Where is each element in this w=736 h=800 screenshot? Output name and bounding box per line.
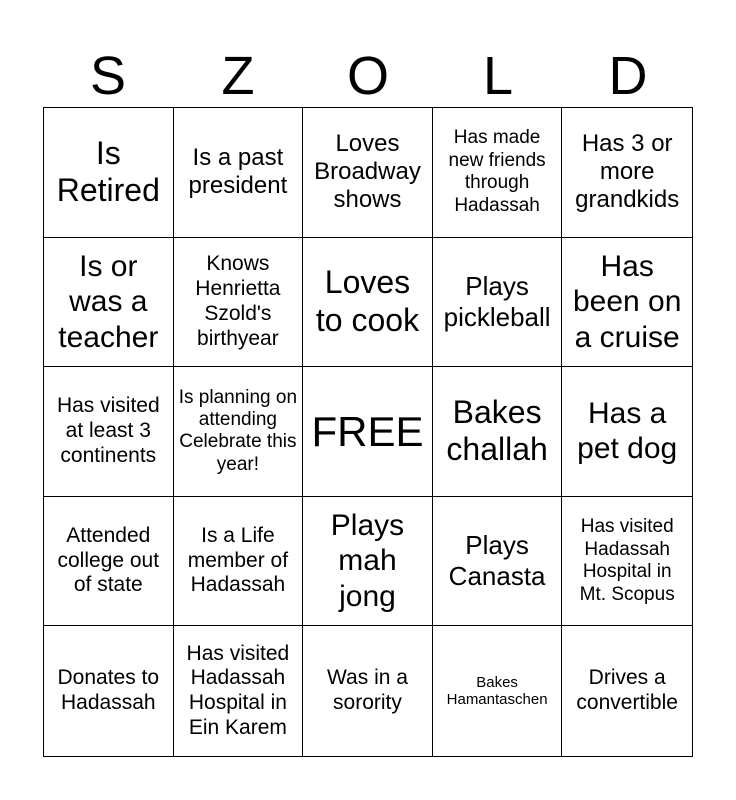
free-space-cell[interactable] bbox=[303, 367, 433, 497]
bingo-cell[interactable] bbox=[433, 108, 563, 238]
bingo-cell-label: Was in a sorority bbox=[327, 666, 408, 715]
header-letter-z: Z bbox=[221, 46, 255, 106]
bingo-cell-label: Is a past president bbox=[188, 143, 288, 200]
bingo-cell-label: Has a pet dog bbox=[577, 397, 678, 466]
bingo-cell[interactable] bbox=[303, 497, 433, 627]
bingo-cell[interactable] bbox=[562, 497, 692, 627]
bingo-cell-label: Loves to cook bbox=[315, 264, 420, 338]
bingo-cell[interactable] bbox=[433, 238, 563, 368]
header-letter-d: D bbox=[608, 46, 648, 106]
bingo-cell[interactable] bbox=[44, 238, 174, 368]
bingo-cell-label: Has made new friends through Hadassah bbox=[448, 127, 546, 216]
bingo-cell-label: Is a Life member of Hadassah bbox=[187, 523, 289, 597]
bingo-cell-label: Knows Henrietta Szold's birthyear bbox=[195, 252, 281, 350]
bingo-cell[interactable] bbox=[562, 626, 692, 756]
bingo-cell[interactable] bbox=[303, 626, 433, 756]
bingo-cell-label: Has been on a cruise bbox=[572, 249, 682, 354]
bingo-cell[interactable] bbox=[303, 108, 433, 238]
bingo-cell-label: Loves Broadway shows bbox=[314, 129, 421, 214]
bingo-board bbox=[43, 107, 693, 757]
bingo-cell[interactable] bbox=[174, 238, 304, 368]
bingo-cell[interactable] bbox=[433, 497, 563, 627]
bingo-cell[interactable] bbox=[44, 626, 174, 756]
bingo-cell[interactable] bbox=[174, 367, 304, 497]
bingo-cell[interactable] bbox=[44, 108, 174, 238]
bingo-cell[interactable] bbox=[562, 238, 692, 368]
bingo-cell-label: Drives a convertible bbox=[576, 666, 678, 715]
header-letter-l: L bbox=[482, 46, 514, 106]
bingo-cell-label: Is or was a teacher bbox=[58, 249, 159, 354]
bingo-cell-label: Donates to Hadassah bbox=[57, 666, 160, 715]
bingo-cell-label: Attended college out of state bbox=[57, 523, 160, 597]
bingo-cell[interactable] bbox=[562, 367, 692, 497]
bingo-cell-label: Has 3 or more grandkids bbox=[575, 129, 680, 214]
bingo-cell-label: Has visited Hadassah Hospital in Ein Karem bbox=[186, 641, 290, 739]
header-letter-s: S bbox=[89, 46, 127, 106]
bingo-cell-label: Has visited at least 3 continents bbox=[56, 394, 160, 467]
bingo-cell-label: Has visited Hadassah Hospital in Mt. Scopus bbox=[579, 516, 675, 605]
bingo-header bbox=[43, 44, 693, 108]
bingo-cell-label: Bakes challah bbox=[446, 393, 548, 468]
bingo-cell-label: Plays Canasta bbox=[448, 530, 546, 592]
bingo-cell[interactable] bbox=[174, 108, 304, 238]
bingo-cell-label: Plays mah jong bbox=[330, 509, 405, 613]
bingo-cell[interactable] bbox=[303, 238, 433, 368]
free-space-label: FREE bbox=[311, 407, 424, 455]
header-letter-o: O bbox=[346, 46, 389, 106]
bingo-cell[interactable] bbox=[44, 497, 174, 627]
bingo-cell[interactable] bbox=[44, 367, 174, 497]
bingo-cell[interactable] bbox=[174, 626, 304, 756]
bingo-cell-label: Is Retired bbox=[56, 134, 160, 209]
bingo-cell[interactable] bbox=[433, 367, 563, 497]
bingo-cell[interactable] bbox=[174, 497, 304, 627]
bingo-cell[interactable] bbox=[433, 626, 563, 756]
bingo-cell-label: Is planning on attending Celebrate this year! bbox=[178, 386, 298, 475]
bingo-cell-label: Plays pickleball bbox=[443, 271, 551, 332]
bingo-cell-label: Bakes Hamantaschen bbox=[446, 673, 548, 709]
bingo-cell[interactable] bbox=[562, 108, 692, 238]
